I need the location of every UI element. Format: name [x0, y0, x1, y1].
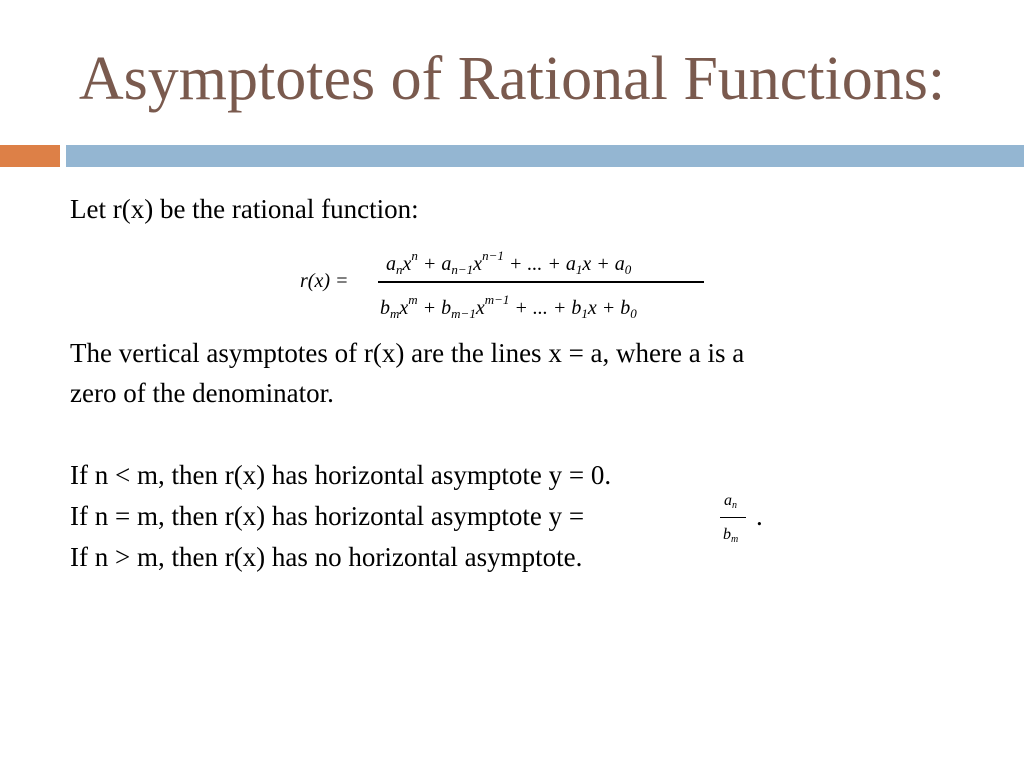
intro-text: Let r(x) be the rational function: [70, 194, 419, 224]
fraction-bar [378, 281, 704, 283]
ratio-numerator: $a_n$ [724, 492, 737, 511]
case-n-equal-m: If n = m, then r(x) has horizontal asymptote y = [70, 501, 585, 531]
accent-bar-orange [0, 145, 60, 167]
case-equal-period: . [756, 501, 763, 531]
vertical-asymptote-text-2: zero of the denominator. [70, 378, 334, 408]
rational-function-formula [300, 244, 720, 324]
formula-numerator: $a_nx^n + a_{n-1}x^{n-1}$ + ... + $a_1x + a_0$ [386, 248, 632, 277]
ratio-bar [720, 517, 746, 518]
slide-title: Asymptotes of Rational Functions: [78, 45, 946, 113]
vertical-asymptote-text-1: The vertical asymptotes of r(x) are the lines x = a, where a is a [70, 338, 745, 368]
accent-bar-blue [66, 145, 1024, 167]
case-n-less-m: If n < m, then r(x) has horizontal asymptote y = 0. [70, 460, 612, 490]
formula-denominator: $b_mx^m + b_{m-1}x^{m-1}$ + ... + $b_1x + b_0$ [380, 292, 637, 321]
formula-lhs: r(x) = [300, 270, 349, 292]
case-n-greater-m: If n > m, then r(x) has no horizontal asymptote. [70, 542, 583, 572]
ratio-denominator: $b_m$ [723, 526, 739, 545]
ratio-an-over-bm [720, 492, 750, 552]
